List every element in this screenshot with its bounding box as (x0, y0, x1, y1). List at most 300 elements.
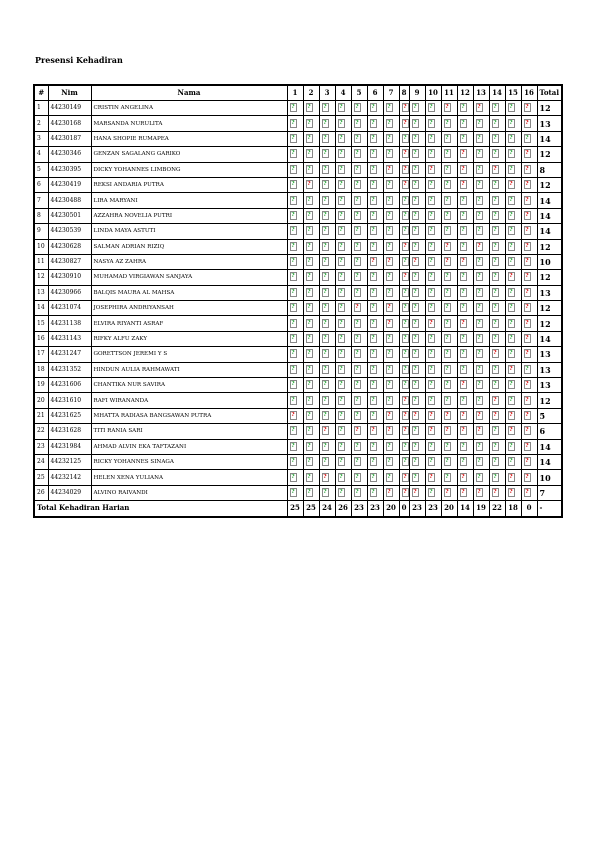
present-mark-icon: ? (445, 335, 449, 342)
present-mark-icon: ? (339, 427, 343, 434)
attendance-cell-day-10 (425, 101, 441, 116)
attendance-cell-day-3 (319, 393, 335, 408)
present-mark-icon: ? (307, 458, 311, 465)
student-total: 12 (537, 101, 562, 116)
absent-mark-icon: ? (371, 258, 375, 265)
attendance-cell-day-11 (441, 101, 457, 116)
present-mark-icon: ? (461, 104, 465, 111)
attendance-cell-day-11 (441, 331, 457, 346)
present-mark-icon: ? (493, 442, 497, 449)
attendance-cell-day-6 (367, 131, 383, 146)
absent-mark-icon: ? (387, 304, 391, 311)
attendance-cell-day-7 (383, 378, 399, 393)
attendance-cell-day-11 (441, 378, 457, 393)
attendance-cell-day-11 (441, 362, 457, 377)
attendance-cell-day-7 (383, 347, 399, 362)
present-mark-icon: ? (493, 242, 497, 249)
daily-total-overall: - (537, 501, 562, 517)
student-nim: 44231143 (48, 331, 91, 346)
present-mark-icon: ? (493, 365, 497, 372)
present-mark-icon: ? (387, 227, 391, 234)
present-mark-icon: ? (355, 165, 359, 172)
attendance-cell-day-11 (441, 116, 457, 131)
attendance-cell-day-9 (409, 147, 425, 162)
attendance-cell-day-5 (351, 131, 367, 146)
attendance-cell-day-3 (319, 162, 335, 177)
present-mark-icon: ? (387, 458, 391, 465)
daily-total-day-13: 19 (473, 501, 489, 517)
absent-mark-icon: ? (525, 181, 529, 188)
attendance-cell-day-15 (505, 301, 521, 316)
attendance-cell-day-2 (303, 316, 319, 331)
present-mark-icon: ? (403, 227, 407, 234)
attendance-cell-day-8 (399, 254, 409, 269)
present-mark-icon: ? (413, 211, 417, 218)
absent-mark-icon: ? (355, 304, 359, 311)
attendance-cell-day-12 (457, 316, 473, 331)
present-mark-icon: ? (413, 365, 417, 372)
attendance-cell-day-13 (473, 362, 489, 377)
present-mark-icon: ? (493, 227, 497, 234)
present-mark-icon: ? (461, 365, 465, 372)
present-mark-icon: ? (509, 196, 513, 203)
absent-mark-icon: ? (429, 427, 433, 434)
daily-total-day-4: 26 (335, 501, 351, 517)
attendance-cell-day-6 (367, 254, 383, 269)
present-mark-icon: ? (429, 181, 433, 188)
attendance-cell-day-12 (457, 116, 473, 131)
present-mark-icon: ? (339, 473, 343, 480)
attendance-cell-day-16 (521, 285, 537, 300)
present-mark-icon: ? (355, 273, 359, 280)
attendance-cell-day-8 (399, 408, 409, 423)
attendance-cell-day-11 (441, 254, 457, 269)
student-nim: 44230628 (48, 239, 91, 254)
absent-mark-icon: ? (525, 319, 529, 326)
absent-mark-icon: ? (525, 381, 529, 388)
present-mark-icon: ? (355, 365, 359, 372)
table-row (34, 147, 562, 162)
present-mark-icon: ? (323, 319, 327, 326)
present-mark-icon: ? (307, 258, 311, 265)
present-mark-icon: ? (445, 365, 449, 372)
attendance-cell-day-2 (303, 301, 319, 316)
attendance-cell-day-3 (319, 193, 335, 208)
attendance-cell-day-15 (505, 254, 521, 269)
header-day-5: 5 (351, 85, 367, 101)
attendance-cell-day-6 (367, 270, 383, 285)
row-number: 10 (34, 239, 48, 254)
attendance-cell-day-12 (457, 101, 473, 116)
attendance-cell-day-12 (457, 347, 473, 362)
student-name: GORETTSON JEREMI Y S (91, 347, 287, 362)
attendance-cell-day-5 (351, 101, 367, 116)
attendance-cell-day-11 (441, 208, 457, 223)
present-mark-icon: ? (403, 134, 407, 141)
student-name: ALVINO RAIVANDI (91, 485, 287, 500)
attendance-cell-day-14 (489, 393, 505, 408)
attendance-cell-day-10 (425, 454, 441, 469)
present-mark-icon: ? (371, 488, 375, 495)
attendance-cell-day-15 (505, 378, 521, 393)
present-mark-icon: ? (403, 258, 407, 265)
attendance-cell-day-2 (303, 131, 319, 146)
attendance-cell-day-8 (399, 316, 409, 331)
absent-mark-icon: ? (461, 181, 465, 188)
attendance-cell-day-5 (351, 162, 367, 177)
attendance-cell-day-14 (489, 347, 505, 362)
present-mark-icon: ? (509, 350, 513, 357)
absent-mark-icon: ? (525, 473, 529, 480)
student-total: 5 (537, 408, 562, 423)
absent-mark-icon: ? (403, 104, 407, 111)
present-mark-icon: ? (509, 381, 513, 388)
attendance-cell-day-3 (319, 131, 335, 146)
attendance-cell-day-14 (489, 331, 505, 346)
table-row (34, 177, 562, 192)
present-mark-icon: ? (403, 196, 407, 203)
present-mark-icon: ? (477, 381, 481, 388)
attendance-cell-day-4 (335, 239, 351, 254)
student-name: LINDA MAYA ASTUTI (91, 224, 287, 239)
attendance-cell-day-13 (473, 162, 489, 177)
attendance-cell-day-16 (521, 408, 537, 423)
present-mark-icon: ? (477, 473, 481, 480)
attendance-cell-day-16 (521, 331, 537, 346)
table-row (34, 393, 562, 408)
attendance-cell-day-5 (351, 285, 367, 300)
present-mark-icon: ? (413, 473, 417, 480)
attendance-cell-day-13 (473, 177, 489, 192)
table-row (34, 408, 562, 423)
attendance-cell-day-14 (489, 270, 505, 285)
attendance-cell-day-3 (319, 254, 335, 269)
absent-mark-icon: ? (445, 242, 449, 249)
student-name: MARSANDA NURULITA (91, 116, 287, 131)
attendance-cell-day-4 (335, 301, 351, 316)
attendance-cell-day-9 (409, 193, 425, 208)
table-body (34, 101, 562, 517)
attendance-cell-day-6 (367, 378, 383, 393)
present-mark-icon: ? (307, 211, 311, 218)
attendance-cell-day-1 (287, 470, 303, 485)
attendance-cell-day-8 (399, 131, 409, 146)
attendance-cell-day-9 (409, 424, 425, 439)
attendance-cell-day-12 (457, 424, 473, 439)
attendance-cell-day-13 (473, 393, 489, 408)
absent-mark-icon: ? (525, 350, 529, 357)
attendance-cell-day-12 (457, 208, 473, 223)
absent-mark-icon: ? (445, 258, 449, 265)
attendance-cell-day-16 (521, 362, 537, 377)
attendance-cell-day-5 (351, 193, 367, 208)
student-nim: 44230395 (48, 162, 91, 177)
present-mark-icon: ? (291, 381, 295, 388)
present-mark-icon: ? (429, 335, 433, 342)
present-mark-icon: ? (387, 181, 391, 188)
present-mark-icon: ? (355, 396, 359, 403)
attendance-cell-day-6 (367, 101, 383, 116)
student-nim: 44230827 (48, 254, 91, 269)
attendance-cell-day-15 (505, 470, 521, 485)
attendance-cell-day-16 (521, 101, 537, 116)
present-mark-icon: ? (445, 319, 449, 326)
present-mark-icon: ? (429, 288, 433, 295)
present-mark-icon: ? (493, 473, 497, 480)
present-mark-icon: ? (339, 442, 343, 449)
present-mark-icon: ? (323, 488, 327, 495)
present-mark-icon: ? (371, 104, 375, 111)
present-mark-icon: ? (429, 134, 433, 141)
absent-mark-icon: ? (493, 165, 497, 172)
present-mark-icon: ? (371, 242, 375, 249)
attendance-cell-day-1 (287, 408, 303, 423)
present-mark-icon: ? (339, 165, 343, 172)
present-mark-icon: ? (477, 211, 481, 218)
absent-mark-icon: ? (461, 381, 465, 388)
attendance-cell-day-11 (441, 316, 457, 331)
present-mark-icon: ? (509, 319, 513, 326)
present-mark-icon: ? (413, 335, 417, 342)
student-total: 14 (537, 193, 562, 208)
attendance-cell-day-15 (505, 285, 521, 300)
attendance-cell-day-9 (409, 131, 425, 146)
attendance-cell-day-1 (287, 254, 303, 269)
present-mark-icon: ? (493, 134, 497, 141)
present-mark-icon: ? (403, 442, 407, 449)
present-mark-icon: ? (493, 381, 497, 388)
student-nim: 44231628 (48, 424, 91, 439)
attendance-cell-day-14 (489, 470, 505, 485)
student-total: 10 (537, 254, 562, 269)
student-total: 12 (537, 177, 562, 192)
student-name: REKSI ANDARIA PUTRA (91, 177, 287, 192)
present-mark-icon: ? (493, 319, 497, 326)
attendance-cell-day-3 (319, 208, 335, 223)
attendance-cell-day-3 (319, 147, 335, 162)
attendance-cell-day-10 (425, 301, 441, 316)
attendance-cell-day-12 (457, 177, 473, 192)
student-nim: 44230488 (48, 193, 91, 208)
attendance-cell-day-10 (425, 378, 441, 393)
present-mark-icon: ? (387, 273, 391, 280)
attendance-cell-day-2 (303, 224, 319, 239)
attendance-cell-day-4 (335, 408, 351, 423)
absent-mark-icon: ? (403, 396, 407, 403)
attendance-cell-day-3 (319, 224, 335, 239)
present-mark-icon: ? (339, 242, 343, 249)
present-mark-icon: ? (291, 134, 295, 141)
attendance-cell-day-16 (521, 147, 537, 162)
attendance-cell-day-16 (521, 270, 537, 285)
attendance-cell-day-8 (399, 485, 409, 500)
attendance-cell-day-10 (425, 147, 441, 162)
absent-mark-icon: ? (403, 181, 407, 188)
present-mark-icon: ? (291, 365, 295, 372)
attendance-cell-day-15 (505, 331, 521, 346)
present-mark-icon: ? (477, 319, 481, 326)
present-mark-icon: ? (307, 273, 311, 280)
present-mark-icon: ? (429, 304, 433, 311)
attendance-cell-day-1 (287, 424, 303, 439)
attendance-cell-day-6 (367, 408, 383, 423)
attendance-cell-day-13 (473, 408, 489, 423)
table-row (34, 131, 562, 146)
present-mark-icon: ? (291, 119, 295, 126)
present-mark-icon: ? (307, 412, 311, 418)
student-nim: 44230910 (48, 270, 91, 285)
attendance-cell-day-6 (367, 301, 383, 316)
present-mark-icon: ? (371, 319, 375, 326)
table-row (34, 239, 562, 254)
attendance-cell-day-14 (489, 239, 505, 254)
daily-total-day-1: 25 (287, 501, 303, 517)
student-name: BALQIS MAURA AL MAHSA (91, 285, 287, 300)
attendance-cell-day-7 (383, 270, 399, 285)
attendance-cell-day-12 (457, 301, 473, 316)
attendance-cell-day-13 (473, 116, 489, 131)
present-mark-icon: ? (413, 350, 417, 357)
absent-mark-icon: ? (403, 165, 407, 172)
attendance-cell-day-7 (383, 116, 399, 131)
attendance-cell-day-9 (409, 254, 425, 269)
student-total: 12 (537, 316, 562, 331)
attendance-cell-day-6 (367, 362, 383, 377)
attendance-cell-day-1 (287, 162, 303, 177)
attendance-cell-day-11 (441, 393, 457, 408)
student-nim: 44234029 (48, 485, 91, 500)
attendance-cell-day-14 (489, 362, 505, 377)
attendance-cell-day-12 (457, 131, 473, 146)
absent-mark-icon: ? (509, 427, 513, 434)
attendance-cell-day-8 (399, 470, 409, 485)
table-row (34, 347, 562, 362)
present-mark-icon: ? (387, 211, 391, 218)
present-mark-icon: ? (477, 335, 481, 342)
attendance-cell-day-12 (457, 439, 473, 454)
absent-mark-icon: ? (387, 412, 391, 418)
table-row (34, 101, 562, 116)
present-mark-icon: ? (355, 335, 359, 342)
present-mark-icon: ? (413, 458, 417, 465)
student-nim: 44232142 (48, 470, 91, 485)
student-total: 14 (537, 331, 562, 346)
attendance-cell-day-8 (399, 439, 409, 454)
table-row (34, 470, 562, 485)
present-mark-icon: ? (307, 242, 311, 249)
row-number: 21 (34, 408, 48, 423)
student-nim: 44230187 (48, 131, 91, 146)
attendance-cell-day-10 (425, 131, 441, 146)
present-mark-icon: ? (493, 304, 497, 311)
attendance-cell-day-5 (351, 254, 367, 269)
present-mark-icon: ? (387, 335, 391, 342)
attendance-cell-day-10 (425, 239, 441, 254)
attendance-cell-day-9 (409, 162, 425, 177)
attendance-cell-day-3 (319, 454, 335, 469)
attendance-cell-day-2 (303, 347, 319, 362)
present-mark-icon: ? (291, 473, 295, 480)
attendance-cell-day-4 (335, 424, 351, 439)
present-mark-icon: ? (387, 134, 391, 141)
attendance-cell-day-11 (441, 162, 457, 177)
absent-mark-icon: ? (355, 427, 359, 434)
attendance-cell-day-2 (303, 101, 319, 116)
present-mark-icon: ? (445, 181, 449, 188)
present-mark-icon: ? (339, 150, 343, 157)
present-mark-icon: ? (477, 350, 481, 357)
present-mark-icon: ? (307, 350, 311, 357)
present-mark-icon: ? (477, 442, 481, 449)
student-nim: 44231984 (48, 439, 91, 454)
student-nim: 44230501 (48, 208, 91, 223)
attendance-cell-day-9 (409, 239, 425, 254)
student-name: ELVIRA RIYANTI ASRAF (91, 316, 287, 331)
attendance-cell-day-7 (383, 162, 399, 177)
attendance-cell-day-14 (489, 254, 505, 269)
present-mark-icon: ? (291, 488, 295, 495)
attendance-cell-day-10 (425, 177, 441, 192)
present-mark-icon: ? (291, 242, 295, 249)
present-mark-icon: ? (323, 119, 327, 126)
absent-mark-icon: ? (445, 104, 449, 111)
present-mark-icon: ? (291, 288, 295, 295)
attendance-cell-day-2 (303, 193, 319, 208)
present-mark-icon: ? (493, 119, 497, 126)
attendance-cell-day-11 (441, 439, 457, 454)
present-mark-icon: ? (477, 181, 481, 188)
absent-mark-icon: ? (477, 427, 481, 434)
attendance-cell-day-14 (489, 177, 505, 192)
attendance-cell-day-11 (441, 177, 457, 192)
attendance-cell-day-16 (521, 301, 537, 316)
row-number: 25 (34, 470, 48, 485)
present-mark-icon: ? (493, 288, 497, 295)
daily-total-day-3: 24 (319, 501, 335, 517)
attendance-cell-day-4 (335, 347, 351, 362)
present-mark-icon: ? (445, 211, 449, 218)
row-number: 20 (34, 393, 48, 408)
absent-mark-icon: ? (477, 242, 481, 249)
present-mark-icon: ? (291, 211, 295, 218)
row-number: 17 (34, 347, 48, 362)
present-mark-icon: ? (509, 150, 513, 157)
present-mark-icon: ? (403, 350, 407, 357)
header-total: Total (537, 85, 562, 101)
absent-mark-icon: ? (461, 165, 465, 172)
absent-mark-icon: ? (493, 412, 497, 418)
present-mark-icon: ? (339, 381, 343, 388)
attendance-cell-day-12 (457, 285, 473, 300)
present-mark-icon: ? (493, 104, 497, 111)
absent-mark-icon: ? (525, 488, 529, 495)
row-number: 14 (34, 301, 48, 316)
attendance-cell-day-7 (383, 316, 399, 331)
present-mark-icon: ? (323, 227, 327, 234)
header-day-13: 13 (473, 85, 489, 101)
attendance-cell-day-4 (335, 331, 351, 346)
absent-mark-icon: ? (387, 258, 391, 265)
row-number: 2 (34, 116, 48, 131)
row-number: 8 (34, 208, 48, 223)
attendance-cell-day-6 (367, 193, 383, 208)
attendance-cell-day-4 (335, 177, 351, 192)
attendance-cell-day-12 (457, 485, 473, 500)
attendance-cell-day-5 (351, 378, 367, 393)
attendance-cell-day-2 (303, 285, 319, 300)
present-mark-icon: ? (291, 165, 295, 172)
present-mark-icon: ? (461, 196, 465, 203)
